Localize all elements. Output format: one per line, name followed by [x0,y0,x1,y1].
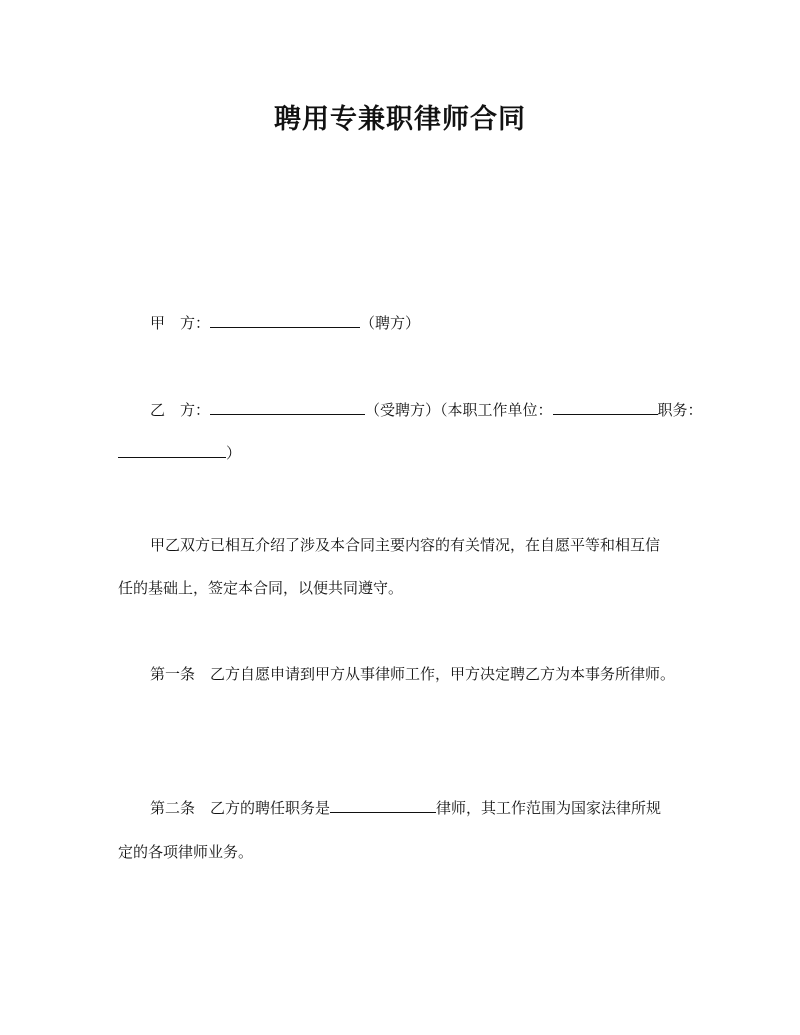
party-a-line [150,311,420,335]
party-b-position-label: 职务： [657,401,703,419]
article-2-position-blank [330,796,436,813]
party-b-middle: （受聘方）（本职工作单位： [365,401,553,419]
party-b-position-blank [118,441,226,458]
document-title: 聘用专兼职律师合同 [274,104,526,135]
intro-line-2: 任的基础上，签定本合同，以便共同遵守。 [118,579,404,597]
party-b-line [150,398,703,422]
article-2-suffix: 律师，其工作范围为国家法律所规 [436,799,662,817]
party-a-label: 甲 方： [150,314,211,332]
party-b-closing: ） [226,444,242,462]
party-b-employer-blank [553,398,658,415]
party-b-line-2 [118,441,241,465]
party-b-name-blank [210,398,365,415]
intro-line-1: 甲乙双方已相互介绍了涉及本合同主要内容的有关情况，在自愿平等和相互信 [150,536,661,554]
article-2-prefix: 第二条 乙方的聘任职务是 [150,799,331,817]
article-2-line-2: 定的各项律师业务。 [118,843,254,861]
article-1: 第一条 乙方自愿申请到甲方从事律师工作，甲方决定聘乙方为本事务所律师。 [150,665,676,683]
party-a-suffix: （聘方） [360,314,421,332]
party-a-name-blank [210,311,360,328]
party-b-label: 乙 方： [150,401,211,419]
article-2-line-1 [150,796,661,820]
